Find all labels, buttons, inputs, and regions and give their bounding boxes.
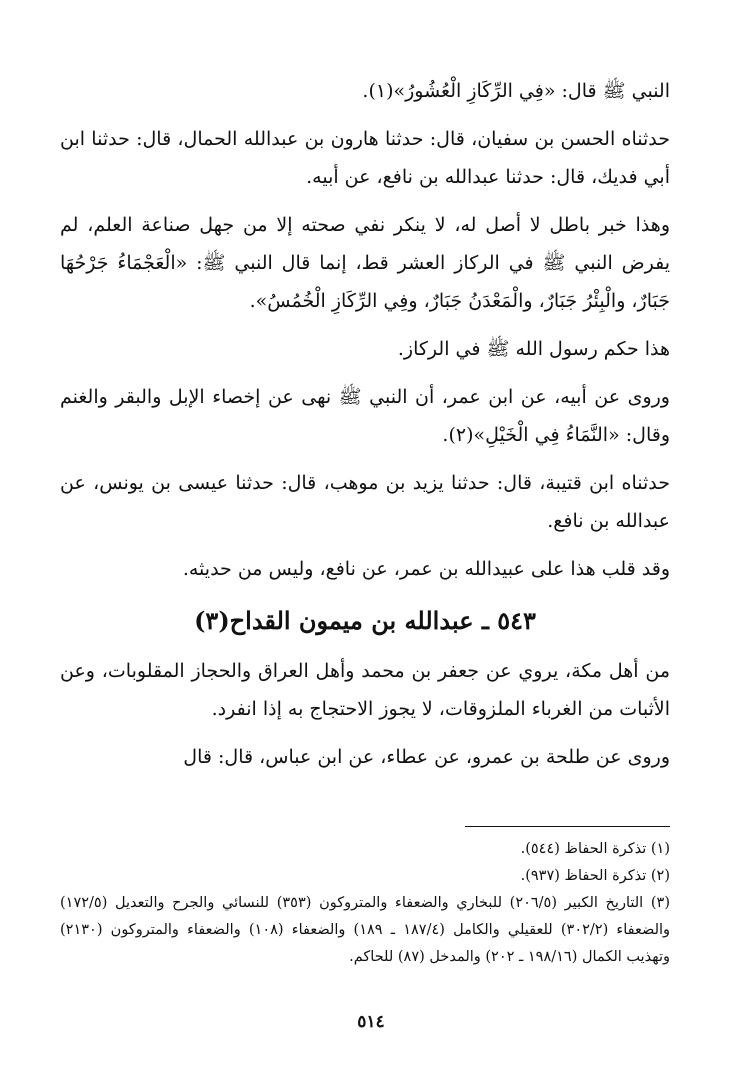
paragraph: حدثناه الحسن بن سفيان، قال: حدثنا هارون بن عبدالله الحمال، قال: حدثنا ابن أبي فديك، قال: حدثنا عبدالله بن نافع، عن أبيه. — [60, 128, 670, 188]
entry-heading: ٥٤٣ ـ عبدالله بن ميمون القداح(٣) — [194, 606, 536, 635]
paragraph: وهذا خبر باطل لا أصل له، لا ينكر نفي صحته إلا من جهل صناعة العلم، لم يفرض النبي ﷺ في الركاز العشر قط، إنما قال النبي ﷺ: «الْعَجْمَاءُ جَرْحُهَا جَبَارٌ، والْبِئْرُ جَبَارٌ، والْمَعْدَنُ جَبَارٌ، وفِي الرِّكَازِ الْخُمُسُ». — [60, 214, 670, 312]
paragraph: هذا حكم رسول الله ﷺ في الركاز. — [397, 338, 670, 360]
paragraph: وروى عن أبيه، عن ابن عمر، أن النبي ﷺ نهى عن إخصاء الإبل والبقر والغنم وقال: «النَّمَاءُ فِي الْخَيْلِ»(٢). — [60, 386, 670, 446]
footnote: (٢) تذكرة الحفاظ (٩٣٧). — [520, 868, 670, 884]
footnote-divider — [465, 826, 670, 827]
paragraph: النبي ﷺ قال: «فِي الرِّكَازِ الْعُشُورُ»(١). — [362, 80, 670, 102]
footnote: (١) تذكرة الحفاظ (٥٤٤). — [520, 841, 670, 857]
page-number: ٥١٤ — [357, 1012, 385, 1032]
paragraph: حدثناه ابن قتيبة، قال: حدثنا يزيد بن موهب، قال: حدثنا عيسى بن يونس، عن عبدالله بن نافع. — [60, 472, 670, 532]
footnote: (٣) التاريخ الكبير (٢٠٦/٥) للبخاري والضعفاء والمتروكون (٣٥٣) للنسائي والجرح والتعديل (١٧٢/٥) والضعفاء (٣٠٢/٢) للعقيلي والكامل (١٨٧/٤ ـ ١٨٩) والضعفاء (١٠٨) والضعفاء والمتروكون (٢١٣٠) وتهذيب الكمال (١٩٨/١٦ ـ ٢٠٢) والمدخل (٨٧) للحاكم. — [60, 895, 671, 965]
main-text — [60, 72, 670, 786]
paragraph: وروى عن طلحة بن عمرو، عن عطاء، عن ابن عباس، قال: قال — [183, 746, 670, 768]
footnotes — [60, 836, 670, 971]
paragraph: من أهل مكة، يروي عن جعفر بن محمد وأهل العراق والحجاز المقلوبات، وعن الأثبات من الغرباء الملزوقات، لا يجوز الاحتجاج به إذا انفرد. — [60, 660, 670, 720]
paragraph: وقد قلب هذا على عبيدالله بن عمر، عن نافع، وليس من حديثه. — [182, 558, 670, 580]
